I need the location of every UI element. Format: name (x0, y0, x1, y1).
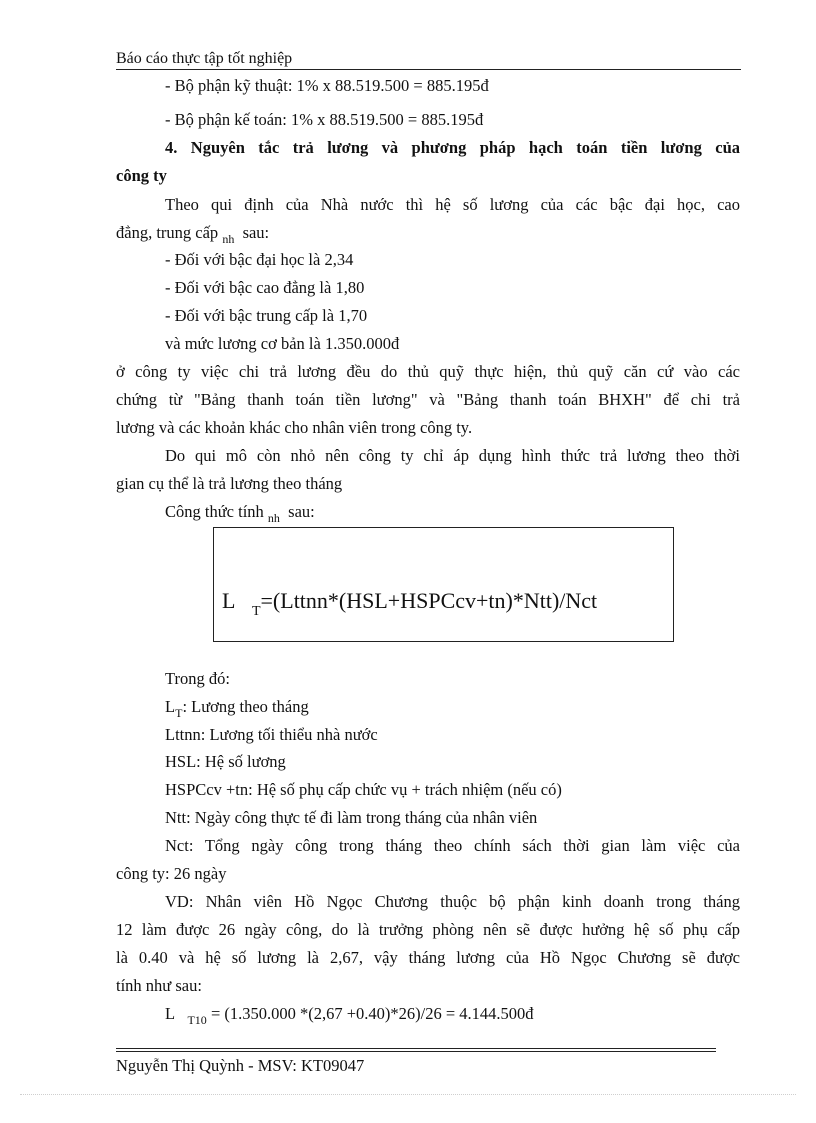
definition-item-cont: công ty: 26 ngày (116, 864, 227, 883)
formula-intro: Công thức tính $_{nh}$ sau: (165, 502, 315, 525)
page-edge (20, 1094, 796, 1095)
list-item: và mức lương cơ bản là 1.350.000đ (165, 334, 400, 353)
section-heading: 4. Nguyên tắc trả lương và phương pháp hạch toán tiền lương của (165, 138, 740, 157)
list-item: - Đối với bậc đại học là 2,34 (165, 250, 354, 269)
example-calculation: L $_{T10}$ = (1.350.000 *(2,67 +0.40)*26)/26 = 4.144.500đ (165, 1004, 534, 1027)
definition-item: Ntt: Ngày công thực tế đi làm trong tháng của nhân viên (165, 808, 538, 827)
line-ky-thuat: - Bộ phận kỹ thuật: 1% x 88.519.500 = 885.195đ (165, 76, 489, 95)
footer-author: Nguyễn Thị Quỳnh - MSV: KT09047 (116, 1056, 365, 1075)
definition-item: HSPCcv +tn: Hệ số phụ cấp chức vụ + trách nhiệm (nếu có) (165, 780, 562, 799)
list-item: - Đối với bậc cao đẳng là 1,80 (165, 278, 365, 297)
paragraph-line: lương và các khoản khác cho nhân viên trong công ty. (116, 418, 473, 437)
paragraph-line: Do qui mô còn nhỏ nên công ty chỉ áp dụng hình thức trả lương theo thời (165, 446, 740, 465)
page-header-title: Báo cáo thực tập tốt nghiệp (116, 50, 293, 67)
header-rule (116, 69, 741, 70)
example-line: VD: Nhân viên Hồ Ngọc Chương thuộc bộ phận kinh doanh trong tháng (165, 892, 740, 911)
definition-item: $L_T$: Lương theo tháng (165, 697, 309, 720)
list-item: - Đối với bậc trung cấp là 1,70 (165, 306, 368, 325)
paragraph-line: ở công ty việc chi trả lương đều do thủ quỹ thực hiện, thủ quỹ căn cứ vào các (116, 362, 740, 381)
paragraph-line: chứng từ "Bảng thanh toán tiền lương" và "Bảng thanh toán BHXH" để chi trả (116, 390, 740, 409)
definition-item: Nct: Tổng ngày công trong tháng theo chính sách thời gian làm việc của (165, 836, 740, 855)
formula-text: L $_T$=(Lttnn*(HSL+HSPCcv+tn)*Ntt)/Nct (222, 588, 598, 619)
definitions-title: Trong đó: (165, 669, 230, 688)
paragraph-line: đẳng, trung cấp $_{nh}$ sau: (116, 223, 270, 246)
paragraph-line: Theo qui định của Nhà nước thì hệ số lương của các bậc đại học, cao (165, 195, 740, 214)
section-heading-cont: công ty (116, 166, 167, 185)
definition-item: Lttnn: Lương tối thiểu nhà nước (165, 725, 378, 744)
footer-rule (116, 1048, 716, 1049)
line-ke-toan: - Bộ phận kế toán: 1% x 88.519.500 = 885.195đ (165, 110, 484, 129)
paragraph-line: gian cụ thể là trả lương theo tháng (116, 474, 343, 493)
footer-rule (116, 1051, 716, 1052)
formula-box (213, 527, 674, 642)
example-line: 12 làm được 26 ngày công, do là trưởng phòng nên sẽ được hưởng hệ số phụ cấp (116, 920, 740, 939)
definition-item: HSL: Hệ số lương (165, 752, 286, 771)
example-line: tính như sau: (116, 976, 202, 995)
example-line: là 0.40 và hệ số lương là 2,67, vậy tháng lương của Hồ Ngọc Chương sẽ được (116, 948, 740, 967)
